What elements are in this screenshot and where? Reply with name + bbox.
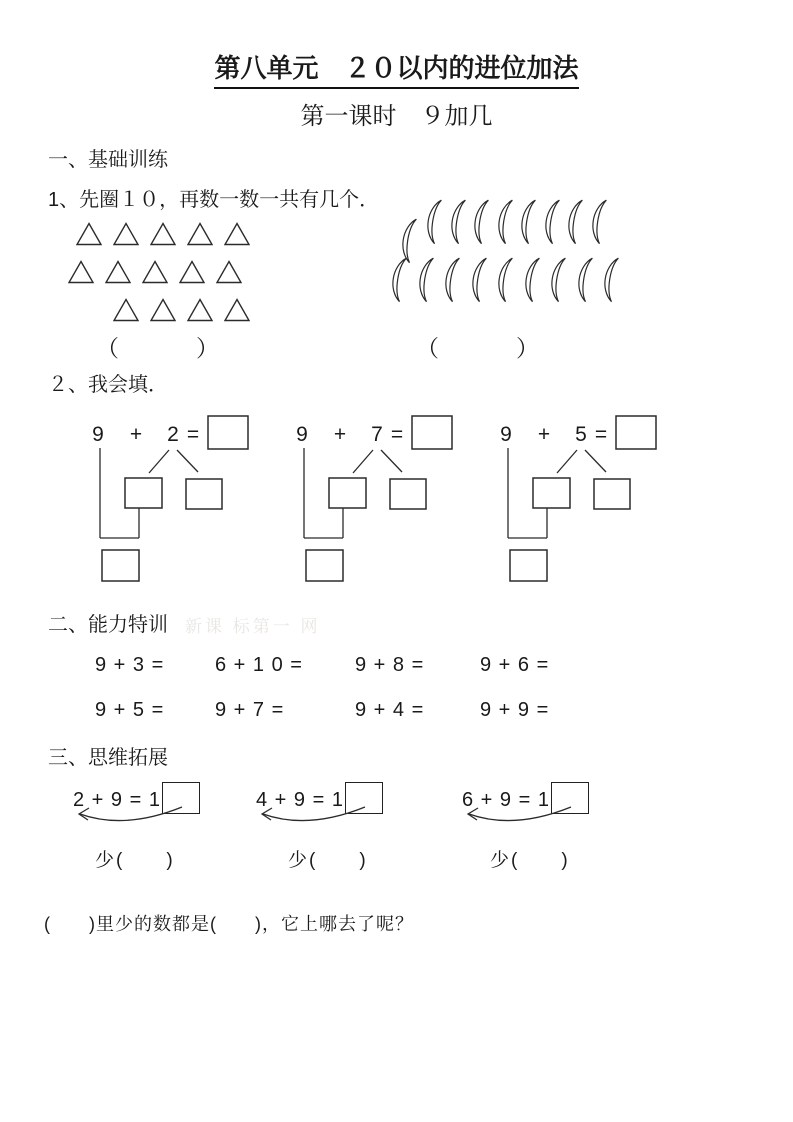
decompose-box-right[interactable]: [186, 479, 222, 509]
addend2-text: 5: [575, 423, 587, 446]
sum-answer-box[interactable]: [208, 416, 248, 449]
make-ten-box[interactable]: [306, 550, 343, 581]
split-line-left: [353, 450, 373, 473]
triangle-icon: [187, 222, 213, 251]
equals-sign: =: [390, 423, 404, 446]
drill-equation[interactable]: 9 + 5 =: [95, 699, 165, 721]
question2-label: ２、我会填．: [48, 374, 168, 396]
decomposition-diagram-2: [289, 410, 469, 590]
split-line-left: [557, 450, 577, 473]
equals-sign: =: [594, 423, 608, 446]
sum-answer-box[interactable]: [616, 416, 656, 449]
drill-equation[interactable]: 9 + 7 =: [215, 699, 285, 721]
drill-equation[interactable]: 6 + 1 0 =: [215, 654, 303, 676]
plus-sign: +: [129, 423, 143, 446]
equals-sign: =: [186, 423, 200, 446]
triangle-icon: [68, 260, 94, 289]
drill-equation[interactable]: 9 + 8 =: [355, 654, 425, 676]
sum-answer-box[interactable]: [412, 416, 452, 449]
moon-icon: [382, 254, 411, 305]
addend1-text: 9: [92, 423, 104, 446]
decompose-box-left[interactable]: [533, 478, 570, 508]
triangle-icon: [113, 298, 139, 327]
plus-sign: +: [537, 423, 551, 446]
decompose-box-right[interactable]: [390, 479, 426, 509]
page-title: [0, 48, 793, 89]
make-ten-box[interactable]: [102, 550, 139, 581]
decomposition-diagram-3: [493, 410, 673, 590]
moon-icon: [594, 254, 623, 305]
triangle-icon: [224, 298, 250, 327]
equation-text: 6 + 9 = 1: [462, 789, 550, 811]
triangle-icon: [216, 260, 242, 289]
triangle-icon: [150, 222, 176, 251]
decompose-box-left[interactable]: [329, 478, 366, 508]
decompose-box-right[interactable]: [594, 479, 630, 509]
unit-title: 第八单元 ２０以内的进位加法: [214, 48, 578, 89]
curved-arrow-icon: [70, 804, 205, 834]
section-basic-heading: 一、基础训练: [48, 149, 168, 171]
curved-arrow-icon: [459, 804, 594, 834]
addend2-text: 2: [167, 423, 179, 446]
decomposition-diagram-1: [85, 410, 265, 590]
drill-equation[interactable]: 9 + 3 =: [95, 654, 165, 676]
moon-icon: [515, 254, 544, 305]
triangle-icon: [76, 222, 102, 251]
triangle-icon: [113, 222, 139, 251]
moon-icon: [435, 254, 464, 305]
split-line-right: [585, 450, 606, 472]
curved-arrow-icon: [253, 804, 388, 834]
decompose-box-left[interactable]: [125, 478, 162, 508]
addend2-text: 7: [371, 423, 383, 446]
plus-sign: +: [333, 423, 347, 446]
question1-label: 1、先圈１０，再数一数一共有几个．: [48, 189, 380, 211]
equation-text: 2 + 9 = 1: [73, 789, 161, 811]
drill-equation[interactable]: 9 + 4 =: [355, 699, 425, 721]
addend1-text: 9: [500, 423, 512, 446]
less-note[interactable]: 少( ): [490, 850, 570, 871]
less-note[interactable]: 少( ): [95, 850, 175, 871]
addend1-text: 9: [296, 423, 308, 446]
triangle-icon: [187, 298, 213, 327]
moon-icon: [541, 254, 570, 305]
triangle-icon: [224, 222, 250, 251]
moon-count-answer[interactable]: （ ）: [416, 335, 541, 361]
make-ten-box[interactable]: [510, 550, 547, 581]
section-ability-heading: 二、能力特训: [48, 614, 168, 636]
triangle-icon: [150, 298, 176, 327]
moon-icon: [488, 254, 517, 305]
triangle-group: [68, 222, 250, 336]
watermark-text: 新课 标第一 网: [185, 617, 321, 636]
lesson-subtitle: 第一课时 ９加几: [300, 103, 493, 130]
less-note[interactable]: 少( ): [288, 850, 368, 871]
equation-text: 4 + 9 = 1: [256, 789, 344, 811]
triangle-count-answer[interactable]: （ ）: [96, 335, 221, 361]
drill-equation[interactable]: 9 + 6 =: [480, 654, 550, 676]
moon-icon: [568, 254, 597, 305]
thinking-footer-question: ( )里少的数都是( )，它上哪去了呢？: [44, 914, 414, 934]
triangle-icon: [142, 260, 168, 289]
split-line-right: [381, 450, 402, 472]
split-line-right: [177, 450, 198, 472]
split-line-left: [149, 450, 169, 473]
section-thinking-heading: 三、思维拓展: [48, 747, 168, 769]
moon-icon: [462, 254, 491, 305]
triangle-icon: [179, 260, 205, 289]
drill-equation[interactable]: 9 + 9 =: [480, 699, 550, 721]
triangle-icon: [105, 260, 131, 289]
